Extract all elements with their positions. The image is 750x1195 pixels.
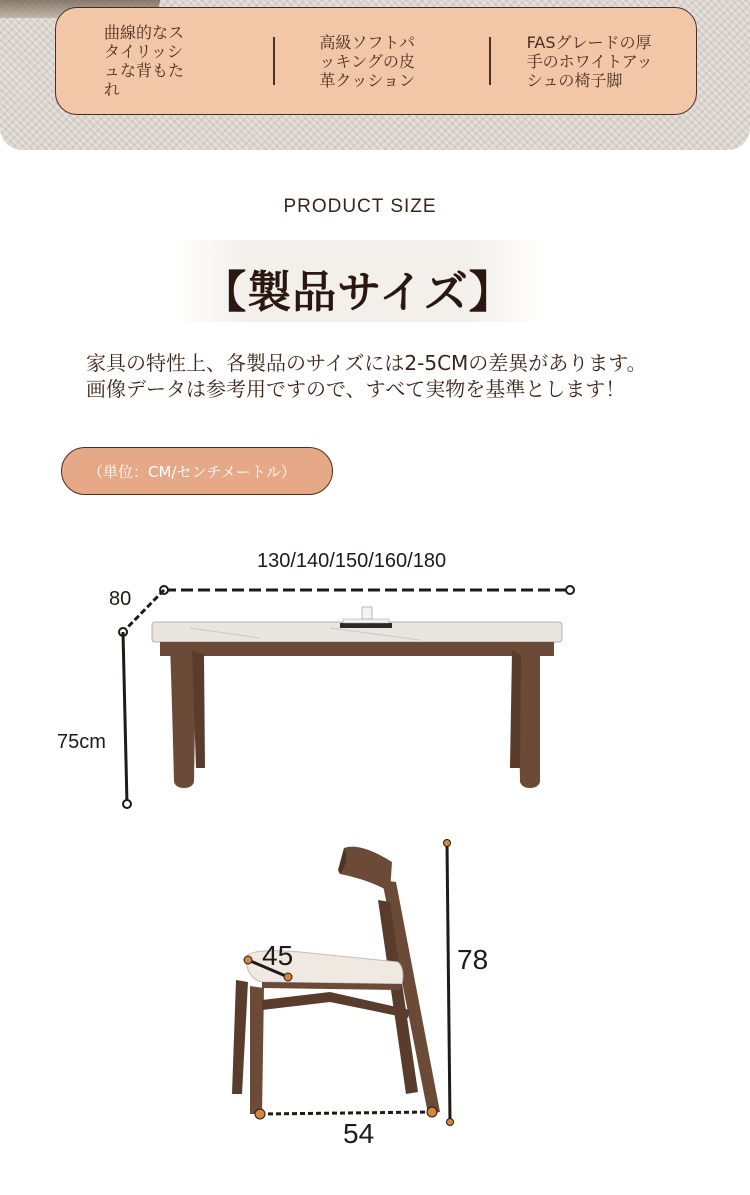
feature-legs: FASグレードの厚 手のホワイトアッ シュの椅子脚 [526,32,653,90]
chair-width-label: 54 [343,1118,375,1149]
section-title-en: PRODUCT SIZE [283,196,437,217]
table-length-label: 130/140/150/160/180 [257,550,447,572]
feature-cushion: 高級ソフトパ ッキングの皮 革クッション [319,32,416,90]
chair-height-label: 78 [457,944,489,975]
dining-chair [232,847,440,1114]
table-height-label: 75cm [57,731,106,753]
size-note: 家具の特性上、各製品のサイズには2-5CMの差異があります。 画像データは参考用ですので、すべて実物を基準とします！ [86,351,647,401]
section-title-jp: 【製品サイズ】 [202,267,514,318]
unit-label: （単位：CM/センチメートル） [88,462,296,481]
feature-backrest: 曲線的なス タイリッシ ュな背もた れ [104,23,185,99]
chair-seat-depth-label: 45 [262,940,294,971]
table-depth-label: 80 [109,588,132,610]
dining-table [152,607,562,788]
